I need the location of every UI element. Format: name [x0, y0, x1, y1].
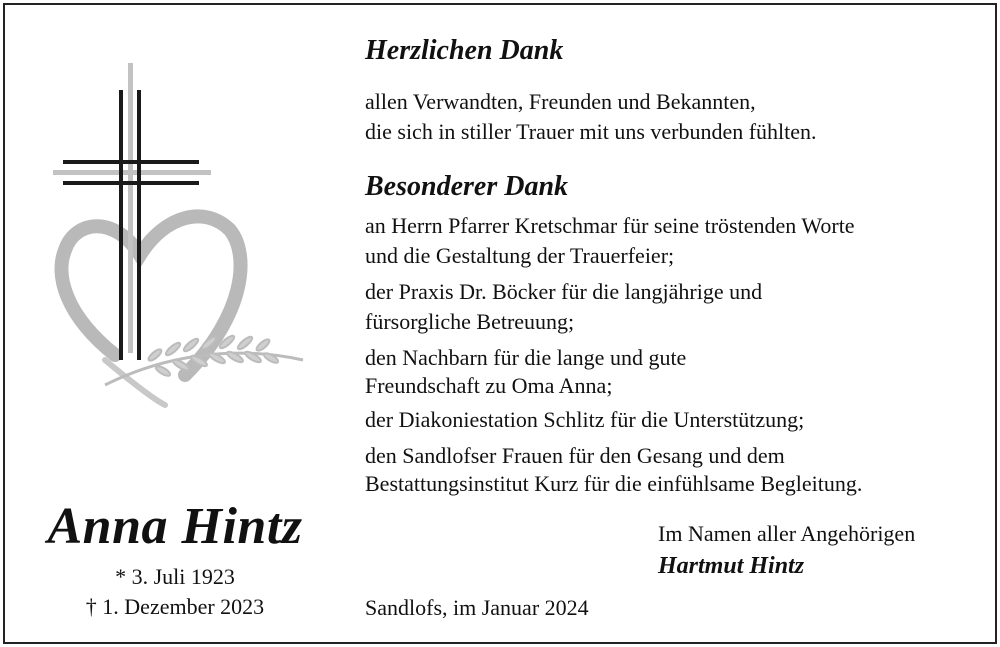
special-thanks-line: den Nachbarn für die lange und gute	[365, 345, 687, 370]
thanks-heading: Herzlichen Dank	[365, 35, 564, 66]
heart-icon	[62, 216, 241, 405]
special-thanks-line: und die Gestaltung der Trauerfeier;	[365, 243, 675, 268]
special-thanks-line: fürsorgliche Betreuung;	[365, 309, 575, 334]
special-thanks-heading: Besonderer Dank	[365, 171, 569, 202]
obituary-card	[3, 3, 997, 644]
cross-heart-emblem	[45, 55, 325, 425]
left-column	[5, 5, 345, 642]
special-thanks-line: Bestattungsinstitut Kurz für die einfühlsame Begleitung.	[365, 471, 863, 496]
special-thanks-line: Freundschaft zu Oma Anna;	[365, 373, 613, 398]
special-thanks-line: an Herrn Pfarrer Kretschmar für seine tröstenden Worte	[365, 213, 855, 238]
birth-date: * 3. Juli 1923	[115, 564, 235, 589]
special-thanks-line: der Diakoniestation Schlitz für die Unterstützung;	[365, 407, 805, 432]
deceased-name: Anna Hintz	[47, 498, 303, 555]
thanks-line: die sich in stiller Trauer mit uns verbunden fühlten.	[365, 119, 817, 144]
death-date: † 1. Dezember 2023	[85, 594, 265, 619]
special-thanks-line: den Sandlofser Frauen für den Gesang und dem	[365, 443, 785, 468]
place-date: Sandlofs, im Januar 2024	[365, 595, 589, 620]
signature-name: Hartmut Hintz	[658, 553, 805, 579]
thanks-line: allen Verwandten, Freunden und Bekannten,	[365, 89, 756, 114]
special-thanks-line: der Praxis Dr. Böcker für die langjährige und	[365, 279, 763, 304]
signature-intro: Im Namen aller Angehörigen	[658, 521, 916, 546]
wheat-ear-icon	[105, 334, 303, 385]
